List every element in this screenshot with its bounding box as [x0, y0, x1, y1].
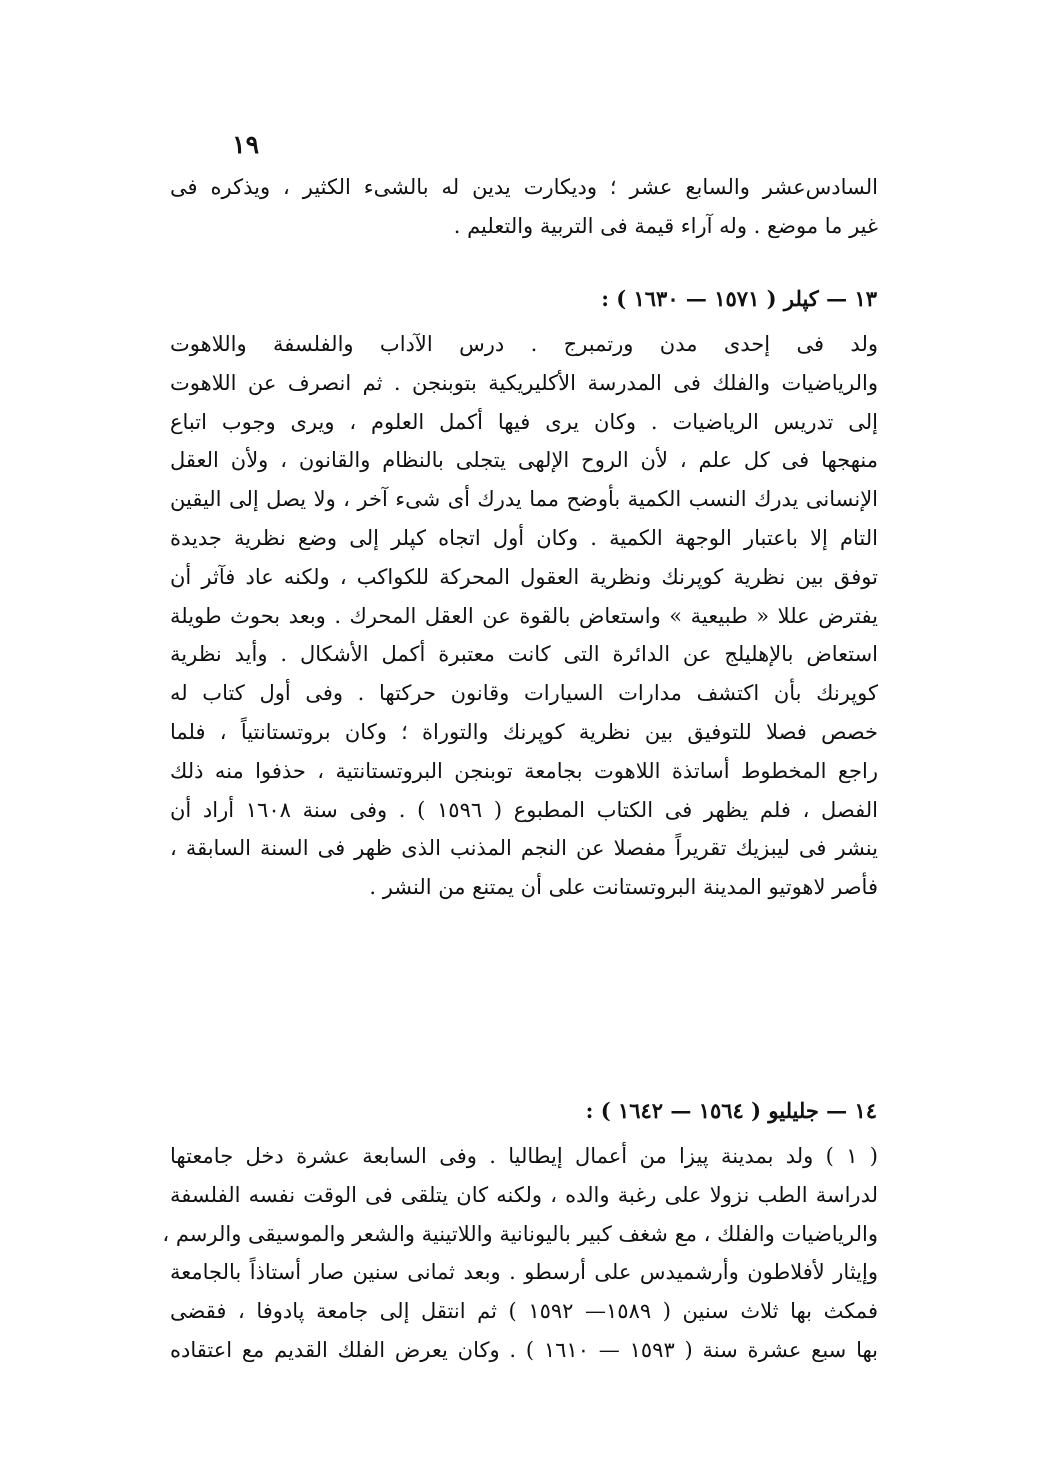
- paragraph-line: ( ١ ) ولد بمدينة پيزا من أعمال إيطاليا . وفى السابعة عشرة دخل جامعتها: [170, 1144, 878, 1168]
- paragraph-line: فمكث بها ثلاث سنين ( ١٥٨٩— ١٥٩٢ ) ثم انتقل إلى جامعة پادوفا ، فقضى: [170, 1299, 878, 1324]
- section-14-heading: ١٤ — جليليو ( ١٥٦٤ — ١٦٤٢ ) :: [585, 1098, 877, 1123]
- paragraph-line: منهجها فى كل علم ، لأن الروح الإلهى يتجلى بالنظام والقانون ، ولأن العقل: [170, 448, 878, 473]
- paragraph-line: بها سبع عشرة سنة ( ١٥٩٣ — ١٦١٠ ) . وكان يعرض الفلك القديم مع اعتقاده: [170, 1337, 878, 1362]
- paragraph-line: يفترض عللا « طبيعية » واستعاض بالقوة عن العقل المحرك . وبعد بحوث طويلة: [170, 603, 878, 628]
- paragraph-line: الفصل ، فلم يظهر فى الكتاب المطبوع ( ١٥٩٦ ) . وفى سنة ١٦٠٨ أراد أن: [170, 797, 878, 822]
- paragraph-line: التام إلا باعتبار الوجهة الكمية . وكان أول اتجاه كپلر إلى وضع نظرية جديدة: [170, 525, 878, 550]
- paragraph-line: إلى تدريس الرياضيات . وكان يرى فيها أكمل العلوم ، ويرى وجوب اتباع: [170, 409, 878, 434]
- paragraph-line: كوپرنك بأن اكتشف مدارات السيارات وقانون حركتها . وفى أول كتاب له: [170, 681, 878, 706]
- paragraph-line: الإنسانى يدرك النسب الكمية بأوضح مما يدرك أى شىء آخر ، ولا يصل إلى اليقين: [170, 487, 878, 512]
- paragraph-line: وإيثار لأفلاطون وأرشميدس على أرسطو . وبعد ثمانى سنين صار أستاذاً بالجامعة: [170, 1260, 878, 1285]
- section-13-heading: ١٣ — كپلر ( ١٥٧١ — ١٦٣٠ ) :: [601, 286, 877, 311]
- paragraph-line: غير ما موضع . وله آراء قيمة فى التربية والتعليم .: [453, 213, 878, 238]
- paragraph-line: والرياضيات والفلك فى المدرسة الأكليريكية بتوبنجن . ثم انصرف عن اللاهوت: [170, 370, 878, 395]
- paragraph-line: خصص فصلا للتوفيق بين نظرية كوپرنك والتوراة ؛ وكان بروتستانتياً ، فلما: [170, 719, 878, 744]
- paragraph-line: ينشر فى ليبزيك تقريراً مفصلا عن النجم المذنب الذى ظهر فى السنة السابقة ،: [170, 836, 878, 861]
- paragraph-line: ولد فى إحدى مدن ورتمبرج . درس الآداب والفلسفة واللاهوت: [170, 332, 878, 356]
- page-number: ١٩: [232, 130, 259, 159]
- paragraph-line: السادس‌عشر والسابع عشر ؛ وديكارت يدين له بالشىء الكثير ، ويذكره فى: [170, 175, 878, 199]
- paragraph-line: توفق بين نظرية كوپرنك ونظرية العقول المحركة للكواكب ، ولكنه عاد فآثر أن: [170, 564, 878, 589]
- intro-paragraph: [170, 168, 878, 246]
- paragraph-line: والرياضيات والفلك ، مع شغف كبير باليونانية واللاتينية والشعر والموسيقى والرسم ،: [162, 1221, 878, 1246]
- section-14-paragraph: [162, 1137, 878, 1370]
- paragraph-line: فأصر لاهوتيو المدينة البروتستانت على أن يمتنع من النشر .: [369, 875, 878, 900]
- paragraph-line: استعاض بالإهليلج عن الدائرة التى كانت معتبرة أكمل الأشكال . وأيد نظرية: [170, 642, 878, 667]
- paragraph-line: لدراسة الطب نزولا على رغبة والده ، ولكنه كان يتلقى فى الوقت نفسه الفلسفة: [170, 1182, 878, 1207]
- section-13-paragraph: [170, 325, 878, 907]
- paragraph-line: راجع المخطوط أساتذة اللاهوت بجامعة توبنجن البروتستانتية ، حذفوا منه ذلك: [170, 758, 878, 783]
